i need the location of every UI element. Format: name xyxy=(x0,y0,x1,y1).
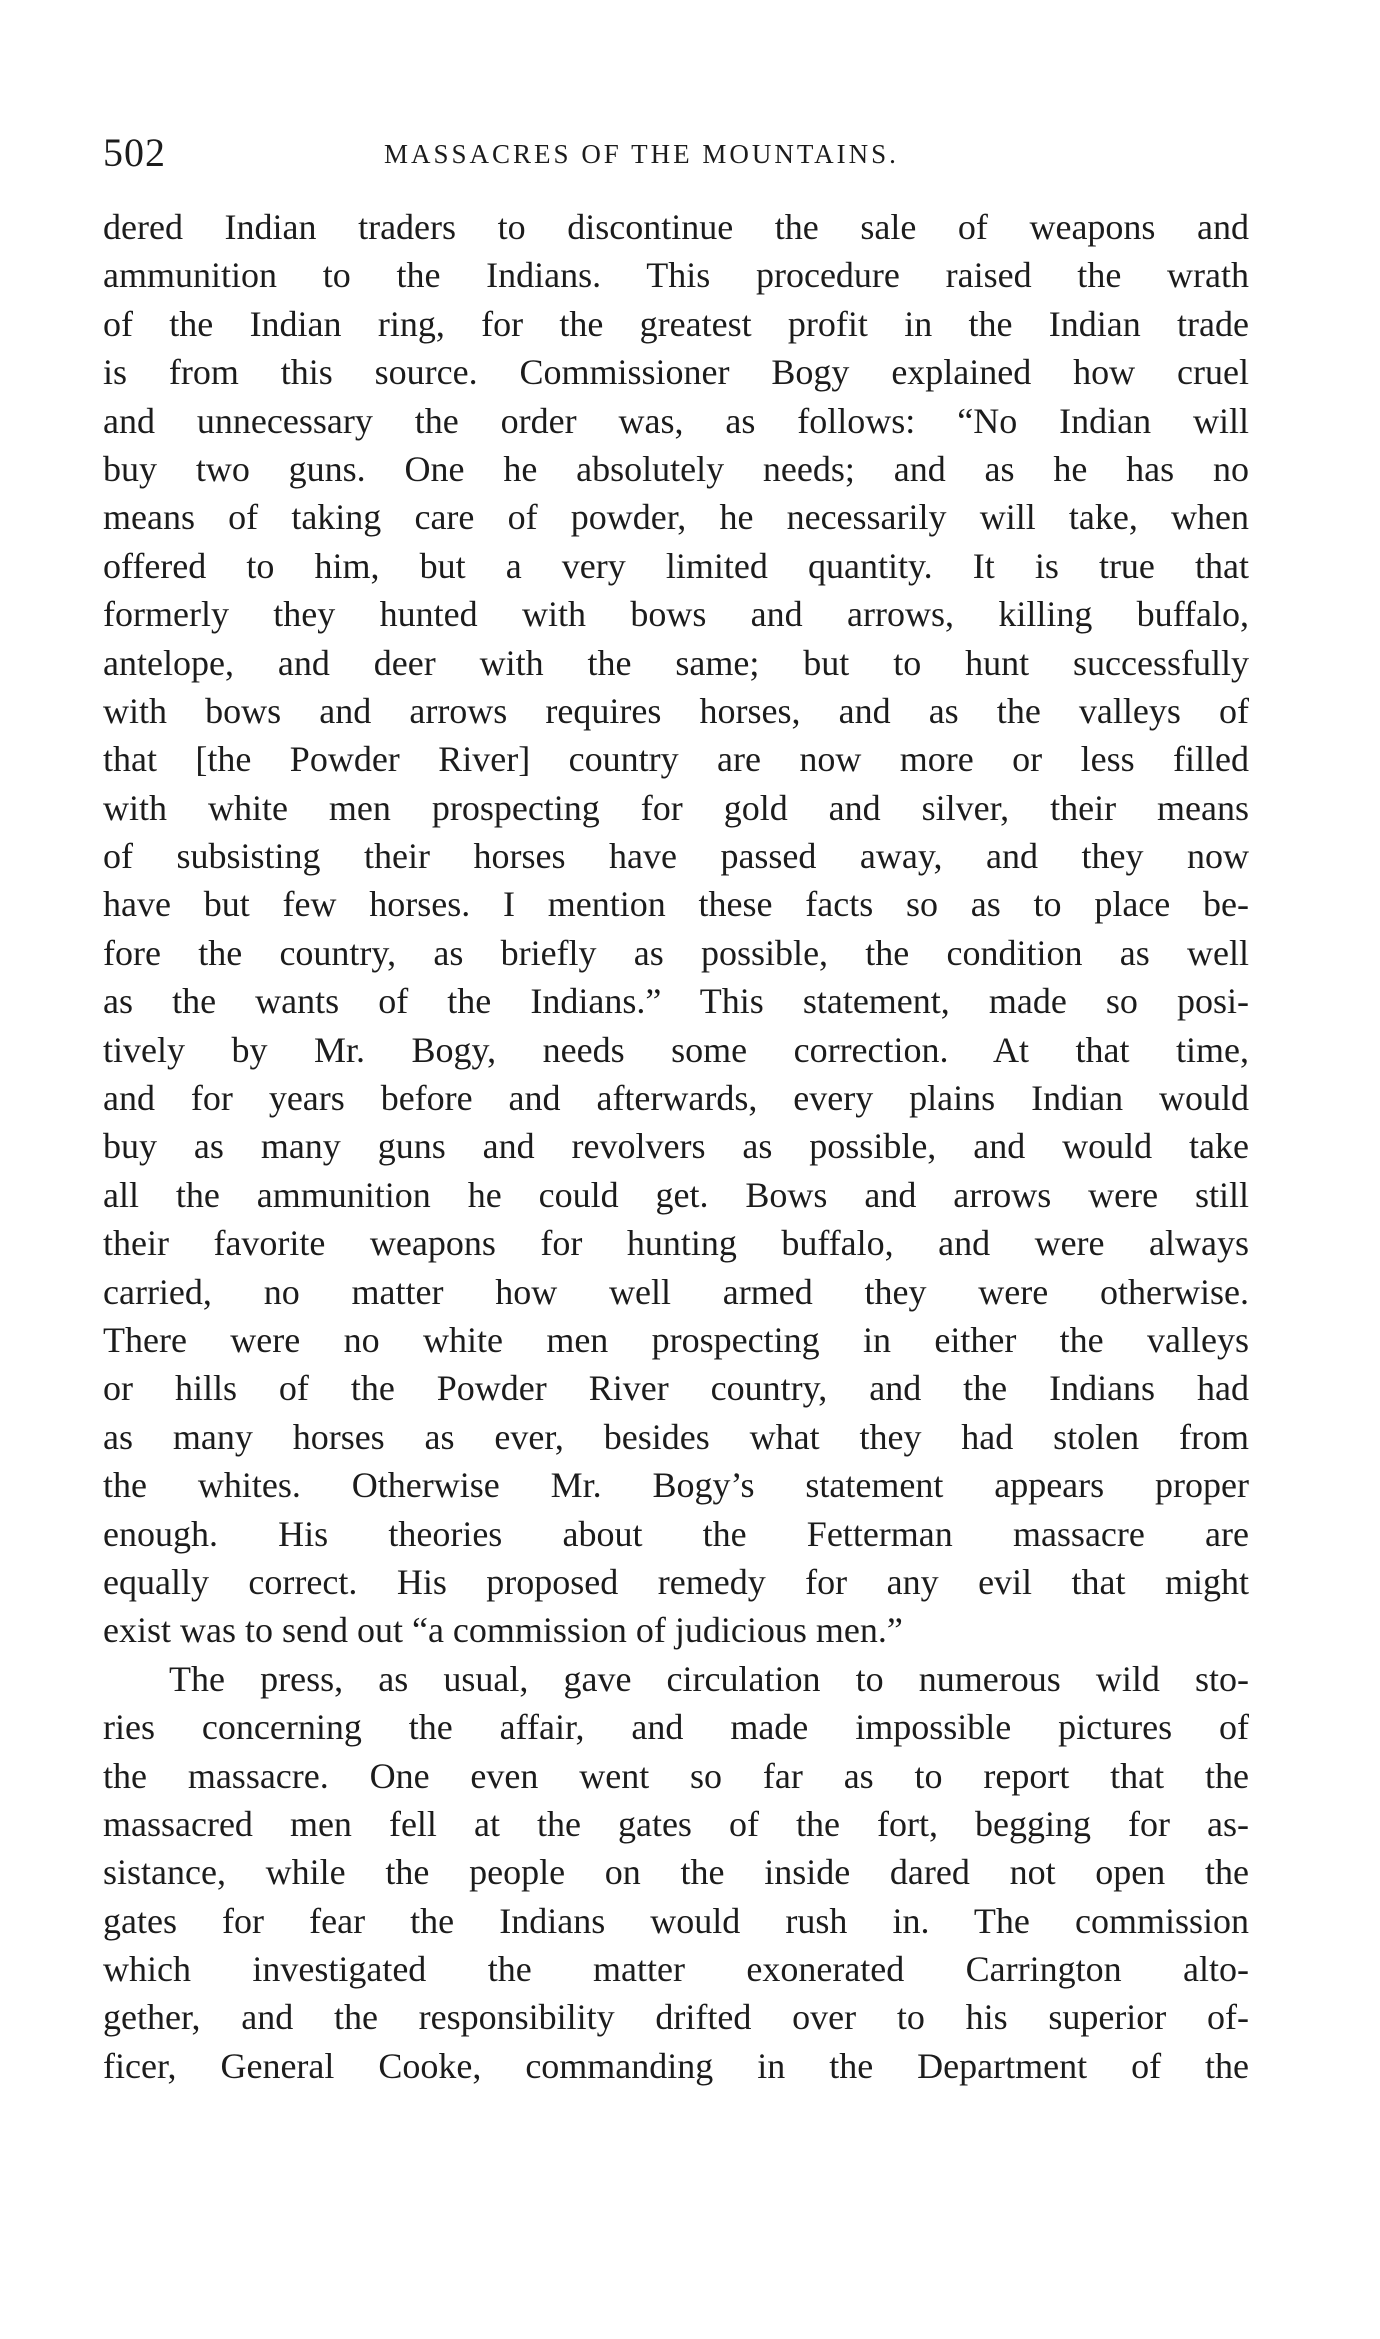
text-line: gates for fear the Indians would rush in. The commission xyxy=(103,1900,1249,1941)
page-number: 502 xyxy=(103,130,166,175)
text-line: fore the country, as briefly as possible, the condition as well xyxy=(103,932,1249,973)
running-head xyxy=(103,128,1249,178)
text-line: all the ammunition he could get. Bows and arrows were still xyxy=(103,1174,1249,1215)
text-line: have but few horses. I mention these facts so as to place be- xyxy=(103,884,1249,925)
text-line: antelope, and deer with the same; but to hunt successfully xyxy=(103,642,1249,683)
text-line: sistance, while the people on the inside dared not open the xyxy=(103,1852,1249,1893)
text-line: and unnecessary the order was, as follows: “No Indian will xyxy=(103,400,1249,441)
text-line: enough. His theories about the Fetterman massacre are xyxy=(103,1513,1249,1554)
text-line: of subsisting their horses have passed away, and they now xyxy=(103,836,1249,877)
text-line: formerly they hunted with bows and arrows, killing buffalo, xyxy=(103,594,1249,635)
text-line: as the wants of the Indians.” This statement, made so posi- xyxy=(103,981,1249,1022)
text-line: tively by Mr. Bogy, needs some correction. At that time, xyxy=(103,1029,1249,1070)
text-line: ficer, General Cooke, commanding in the Department of the xyxy=(103,2045,1249,2086)
text-line: with bows and arrows requires horses, and as the valleys of xyxy=(103,690,1249,731)
text-line: ammunition to the Indians. This procedure raised the wrath xyxy=(103,255,1249,296)
text-line: and for years before and afterwards, every plains Indian would xyxy=(103,1078,1249,1119)
text-line: their favorite weapons for hunting buffalo, and were always xyxy=(103,1223,1249,1264)
text-line: or hills of the Powder River country, and the Indians had xyxy=(103,1368,1249,1409)
text-line-paragraph-end: exist was to send out “a commission of judicious men.” xyxy=(103,1610,903,1651)
text-line: the massacre. One even went so far as to report that the xyxy=(103,1755,1249,1796)
text-line: the whites. Otherwise Mr. Bogy’s statement appears proper xyxy=(103,1465,1249,1506)
text-line: that [the Powder River] country are now more or less filled xyxy=(103,739,1249,780)
text-line: means of taking care of powder, he necessarily will take, when xyxy=(103,497,1249,538)
text-line: ries concerning the affair, and made impossible pictures of xyxy=(103,1707,1249,1748)
text-line: buy two guns. One he absolutely needs; and as he has no xyxy=(103,448,1249,489)
text-line: which investigated the matter exonerated Carrington alto- xyxy=(103,1949,1249,1990)
body-text xyxy=(103,203,1249,2090)
text-line-paragraph-start: The press, as usual, gave circulation to numerous wild sto- xyxy=(169,1658,1249,1699)
running-title: MASSACRES OF THE MOUNTAINS. xyxy=(384,139,899,169)
text-line: massacred men fell at the gates of the fort, begging for as- xyxy=(103,1803,1249,1844)
text-line: is from this source. Commissioner Bogy explained how cruel xyxy=(103,352,1249,393)
text-line: as many horses as ever, besides what they had stolen from xyxy=(103,1416,1249,1457)
text-line: equally correct. His proposed remedy for any evil that might xyxy=(103,1561,1249,1602)
text-line: gether, and the responsibility drifted over to his superior of- xyxy=(103,1997,1249,2038)
text-line: offered to him, but a very limited quantity. It is true that xyxy=(103,545,1249,586)
text-line: buy as many guns and revolvers as possible, and would take xyxy=(103,1126,1249,1167)
text-line: dered Indian traders to discontinue the sale of weapons and xyxy=(103,207,1249,247)
text-line: carried, no matter how well armed they were otherwise. xyxy=(103,1271,1249,1312)
text-line: of the Indian ring, for the greatest profit in the Indian trade xyxy=(103,303,1249,344)
text-line: with white men prospecting for gold and silver, their means xyxy=(103,787,1249,828)
text-line: There were no white men prospecting in either the valleys xyxy=(103,1319,1249,1360)
